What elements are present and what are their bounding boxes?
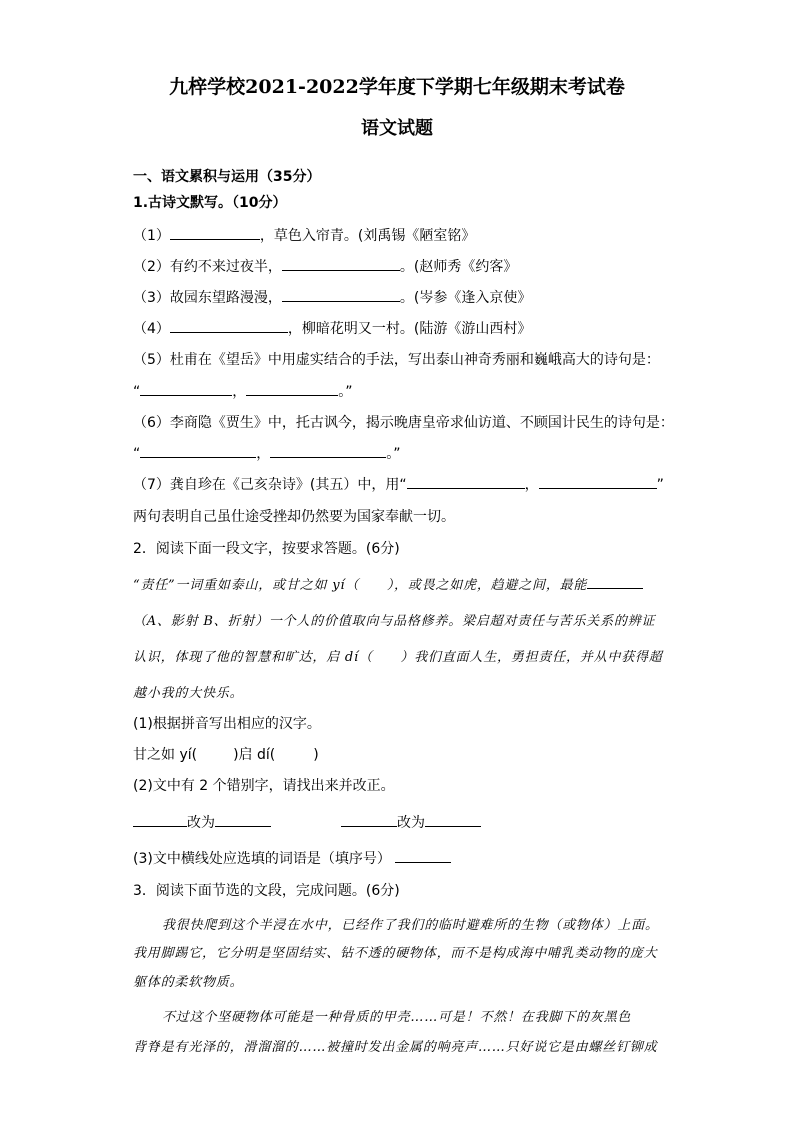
item-text: 。(赵师秀《约客》 <box>399 259 518 275</box>
item-number: （1） <box>133 228 170 244</box>
q1-item-2 <box>133 256 517 276</box>
answer-blank[interactable] <box>282 287 400 302</box>
answer-blank[interactable] <box>270 443 386 458</box>
q3-passage-line: 我用脚踢它，它分明是坚固结实、钻不透的硬物体，而不是构成海中哺乳类动物的庞大 <box>133 946 658 961</box>
answer-blank[interactable] <box>407 474 525 489</box>
q1-item-3 <box>133 287 531 307</box>
q3-passage-line: 不过这个坚硬物体可能是一种骨质的甲壳……可是！不然！在我脚下的灰黑色 <box>162 1010 632 1025</box>
q2-sub-question-2: (2)文中有 2 个错别字，请找出来并改正。 <box>133 778 395 794</box>
q1-item-1 <box>133 225 475 245</box>
exam-title: 九梓学校2021-2022学年度下学期七年级期末考试卷 <box>169 76 625 98</box>
answer-blank[interactable] <box>282 256 400 271</box>
q3-passage-line: 躯体的柔软物质。 <box>133 975 244 990</box>
q1-item-4 <box>133 318 531 338</box>
question-2-heading: 2．阅读下面一段文字，按要求答题。(6分) <box>133 541 400 557</box>
q2-passage-line: 越小我的大快乐。 <box>133 686 244 701</box>
q2-sub-question-3: (3)文中横线处应选填的词语是（填序号） <box>133 848 451 868</box>
q2-passage-line: （A、影射 B、折射）一个人的价值取向与品格修养。梁启超对责任与苦乐关系的辨证 <box>133 614 656 629</box>
answer-blank[interactable] <box>133 812 187 827</box>
q3-passage-line: 我很快爬到这个半浸在水中，已经作了我们的临时避难所的生物（或物体）上面。 <box>162 918 659 933</box>
q2-correction-row: 改为 改为 <box>133 812 481 832</box>
q1-item-7: （7）龚自珍在《己亥杂诗》(其五）中，用“ ， ” <box>133 474 664 494</box>
section-heading: 一、语文累积与运用（35分） <box>133 169 321 185</box>
answer-blank[interactable] <box>539 474 657 489</box>
q1-item-5-answer: “ ， 。” <box>133 381 353 401</box>
item-text: ，草色入帘青。(刘禹锡《陋室铭》 <box>259 228 476 244</box>
q1-item-7-continued: 两句表明自己虽仕途受挫却仍然要为国家奉献一切。 <box>133 509 455 525</box>
q2-sub-question-1: (1)根据拼音写出相应的汉字。 <box>133 716 321 732</box>
answer-blank[interactable] <box>395 848 451 863</box>
answer-blank[interactable] <box>425 812 481 827</box>
question-3-heading: 3．阅读下面节选的文段，完成问题。(6分) <box>133 883 400 899</box>
q1-item-6-answer: “ ， 。” <box>133 443 401 463</box>
answer-blank[interactable] <box>215 812 271 827</box>
q1-item-6: （6）李商隐《贾生》中，托古讽今，揭示晚唐皇帝求仙访道、不顾国计民生的诗句是： <box>133 415 674 431</box>
answer-blank[interactable] <box>587 574 643 589</box>
answer-blank[interactable] <box>140 443 256 458</box>
item-number: （4） <box>133 321 170 337</box>
q2-passage-line: 认识，体现了他的智慧和旷达，启 dí（ ）我们直面人生，勇担责任，并从中获得超 <box>133 650 663 665</box>
exam-subtitle: 语文试题 <box>361 118 433 139</box>
q3-passage-line: 背脊是有光泽的，滑溜溜的……被撞时发出金属的响亮声……只好说它是由螺丝钉铆成 <box>133 1040 658 1055</box>
q1-item-5: （5）杜甫在《望岳》中用虚实结合的手法，写出泰山神奇秀丽和巍峨高大的诗句是： <box>133 352 660 368</box>
answer-blank[interactable] <box>246 381 338 396</box>
item-text: ，柳暗花明又一村。(陆游《游山西村》 <box>287 321 532 337</box>
item-text: （2）有约不来过夜半， <box>133 259 282 275</box>
answer-blank[interactable] <box>170 318 288 333</box>
item-text: 。(岑参《逢入京使》 <box>399 290 532 306</box>
q2-passage-line: “责任”一词重如泰山，或甘之如 yí（ ），或畏之如虎，趋避之间，最能 <box>133 574 643 593</box>
answer-blank[interactable] <box>341 812 397 827</box>
question-1-heading: 1.古诗文默写。（10分） <box>133 195 287 211</box>
q2-sub-answer-1: 甘之如 yí( )启 dí( ) <box>133 747 319 763</box>
item-text: （3）故园东望路漫漫， <box>133 290 282 306</box>
answer-blank[interactable] <box>170 225 260 240</box>
answer-blank[interactable] <box>140 381 232 396</box>
